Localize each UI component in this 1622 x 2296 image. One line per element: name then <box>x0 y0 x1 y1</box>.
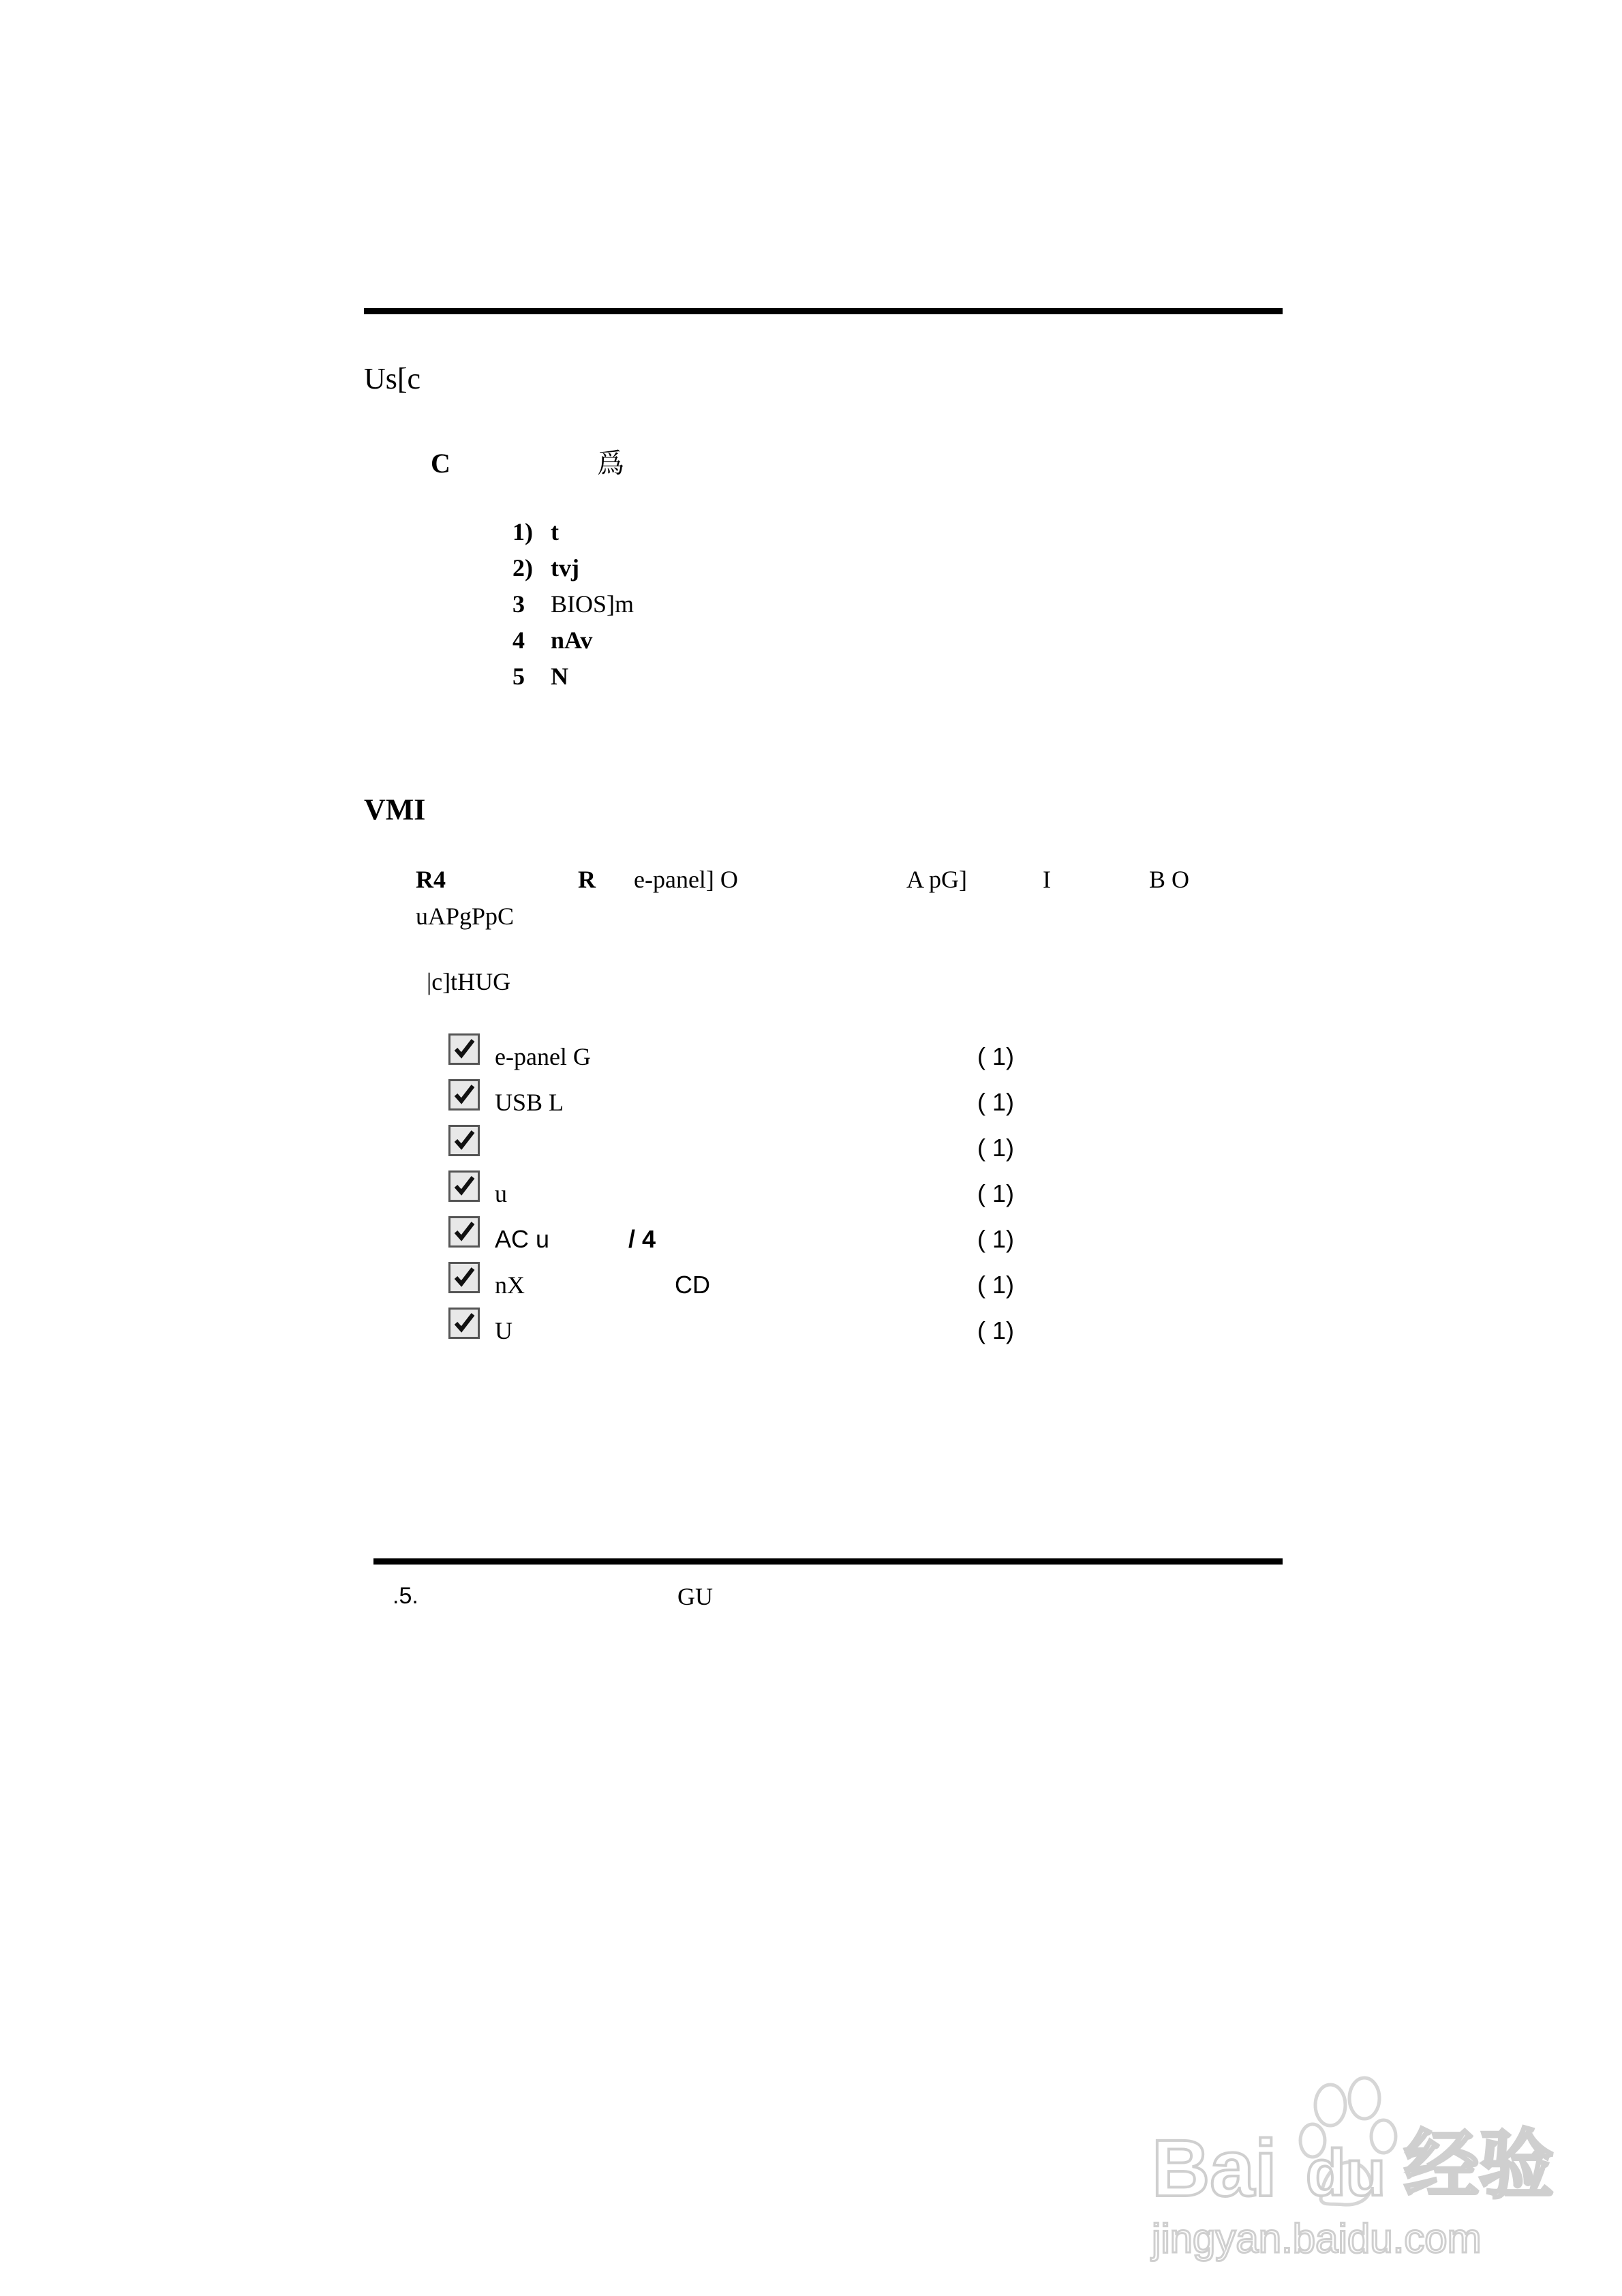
step-2-text: tvj <box>551 554 579 581</box>
checkbox-icon <box>448 1079 480 1111</box>
para-line-2: uAPgPpC <box>416 903 515 930</box>
watermark-cn: 经验 <box>1404 2124 1554 2207</box>
checkbox-icon <box>448 1216 480 1248</box>
item-name: USB L <box>495 1089 564 1116</box>
para-word-6: A pG] <box>906 866 967 893</box>
para-word-3: R <box>578 866 596 893</box>
item-name: u <box>495 1180 507 1207</box>
item-name: nX <box>495 1271 525 1299</box>
checkbox-icon <box>448 1170 480 1202</box>
item-qty: ( 1) <box>977 1042 1014 1070</box>
section-title: Us[c <box>364 362 421 395</box>
para-word-7: I <box>1043 866 1051 893</box>
item-qty: ( 1) <box>977 1225 1014 1253</box>
para-word-4: e-panel] O <box>634 866 738 893</box>
item-qty: ( 1) <box>977 1271 1014 1299</box>
checkbox-icon <box>448 1308 480 1339</box>
item-qty: ( 1) <box>977 1088 1014 1116</box>
step-2-num: 2) <box>512 554 533 581</box>
checkbox-icon <box>448 1033 480 1065</box>
step-1-num: 1) <box>512 518 533 545</box>
item-name: AC u <box>495 1225 550 1253</box>
footer-rule <box>373 1558 1283 1565</box>
checkbox-icon <box>448 1125 480 1156</box>
item-extra: CD <box>675 1271 710 1299</box>
baidu-watermark <box>1152 2066 1554 2263</box>
item-qty: ( 1) <box>977 1316 1014 1344</box>
step-4-text: nAv <box>551 626 593 654</box>
item-name: U <box>495 1317 512 1344</box>
para-word-8: B O <box>1149 866 1190 893</box>
watermark-url: jingyan.baidu.com <box>1152 2216 1482 2261</box>
step-3-text: BIOS]m <box>551 590 634 618</box>
item-qty: ( 1) <box>977 1179 1014 1207</box>
list-intro: |c]tHUG <box>427 968 511 995</box>
item-name: e-panel G <box>495 1043 591 1070</box>
item-extra: / 4 <box>628 1225 656 1253</box>
footer-text: GU <box>677 1583 713 1610</box>
item-qty: ( 1) <box>977 1134 1014 1162</box>
step-1-text: t <box>551 518 559 545</box>
section2-title: VMI <box>364 793 426 826</box>
step-3-num: 3 <box>512 590 525 618</box>
watermark-brand2: du <box>1306 2136 1386 2209</box>
step-4-num: 4 <box>512 626 525 654</box>
checkbox-icon <box>448 1262 480 1293</box>
header-rule <box>364 308 1283 314</box>
subsection-label: C <box>431 448 450 479</box>
para-word-1: R4 <box>416 866 446 893</box>
page-number: .5. <box>393 1583 418 1609</box>
subsection-desc: 爲 <box>597 448 624 479</box>
step-5-num: 5 <box>512 663 525 690</box>
watermark-brand: Bai <box>1152 2124 1277 2214</box>
step-5-text: N <box>551 663 568 690</box>
